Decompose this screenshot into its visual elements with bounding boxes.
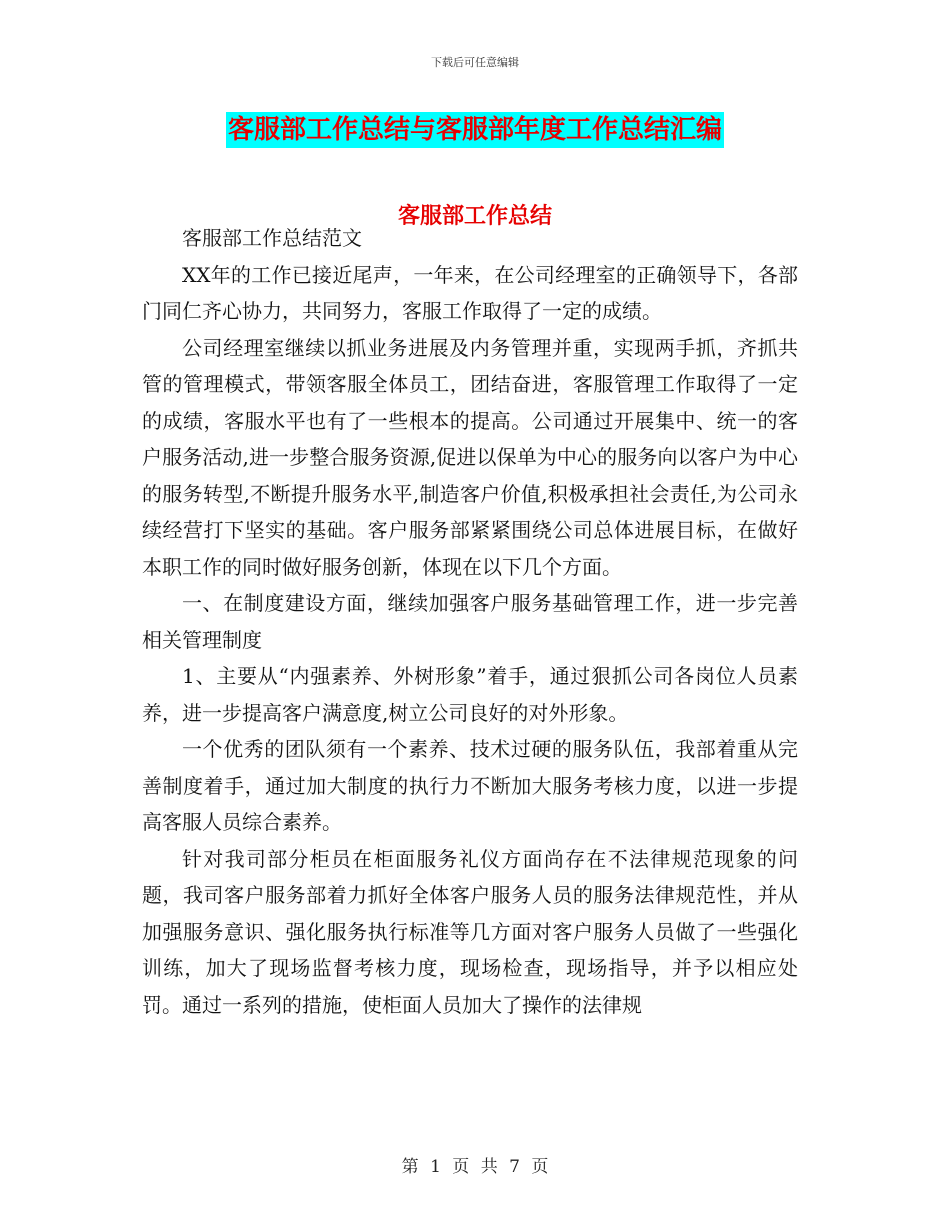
paragraph: 1、主要从“内强素养、外树形象”着手，通过狠抓公司各岗位人员素养，进一步提高客户满意度,树立公司良好的对外形象。 bbox=[142, 664, 798, 725]
paragraph: 针对我司部分柜员在柜面服务礼仪方面尚存在不法律规范现象的问题，我司客户服务部着力抓好全体客户服务人员的服务法律规范性，并从加强服务意识、强化服务执行标准等几方面对客户服务人员做了一些强化训练，加大了现场监督考核力度，现场检查，现场指导，并予以相应处罚。通过一系列的措施，使柜面人员加大了操作的法律规 bbox=[142, 846, 798, 1017]
document-body bbox=[142, 220, 798, 1023]
header-note: 下载后可任意编辑 bbox=[431, 56, 519, 69]
paragraph: 一个优秀的团队须有一个素养、技术过硬的服务队伍，我部着重从完善制度着手，通过加大制度的执行力不断加大服务考核力度，以进一步提高客服人员综合素养。 bbox=[142, 737, 798, 834]
section-title: 客服部工作总结 bbox=[397, 204, 552, 229]
page-number-footer: 第 1 页 共 7 页 bbox=[401, 1157, 549, 1177]
paragraph: XX年的工作已接近尾声，一年来，在公司经理室的正确领导下，各部门同仁齐心协力，共同努力，客服工作取得了一定的成绩。 bbox=[142, 262, 798, 323]
document-title-wrapper bbox=[0, 112, 950, 148]
paragraph: 公司经理室继续以抓业务进展及内务管理并重，实现两手抓，齐抓共管的管理模式，带领客服全体员工，团结奋进，客服管理工作取得了一定的成绩，客服水平也有了一些根本的提高。公司通过开展集中、统一的客户服务活动,进一步整合服务资源,促进以保单为中心的服务向以客户为中心的服务转型,不断提升服务水平,制造客户价值,积极承担社会责任,为公司永续经营打下坚实的基础。客户服务部紧紧围绕公司总体进展目标，在做好本职工作的同时做好服务创新，体现在以下几个方面。 bbox=[142, 335, 798, 579]
paragraph: 一、在制度建设方面，继续加强客户服务基础管理工作，进一步完善相关管理制度 bbox=[142, 591, 798, 652]
paragraph: 客服部工作总结范文 bbox=[182, 226, 362, 250]
document-title: 客服部工作总结与客服部年度工作总结汇编 bbox=[226, 112, 724, 148]
